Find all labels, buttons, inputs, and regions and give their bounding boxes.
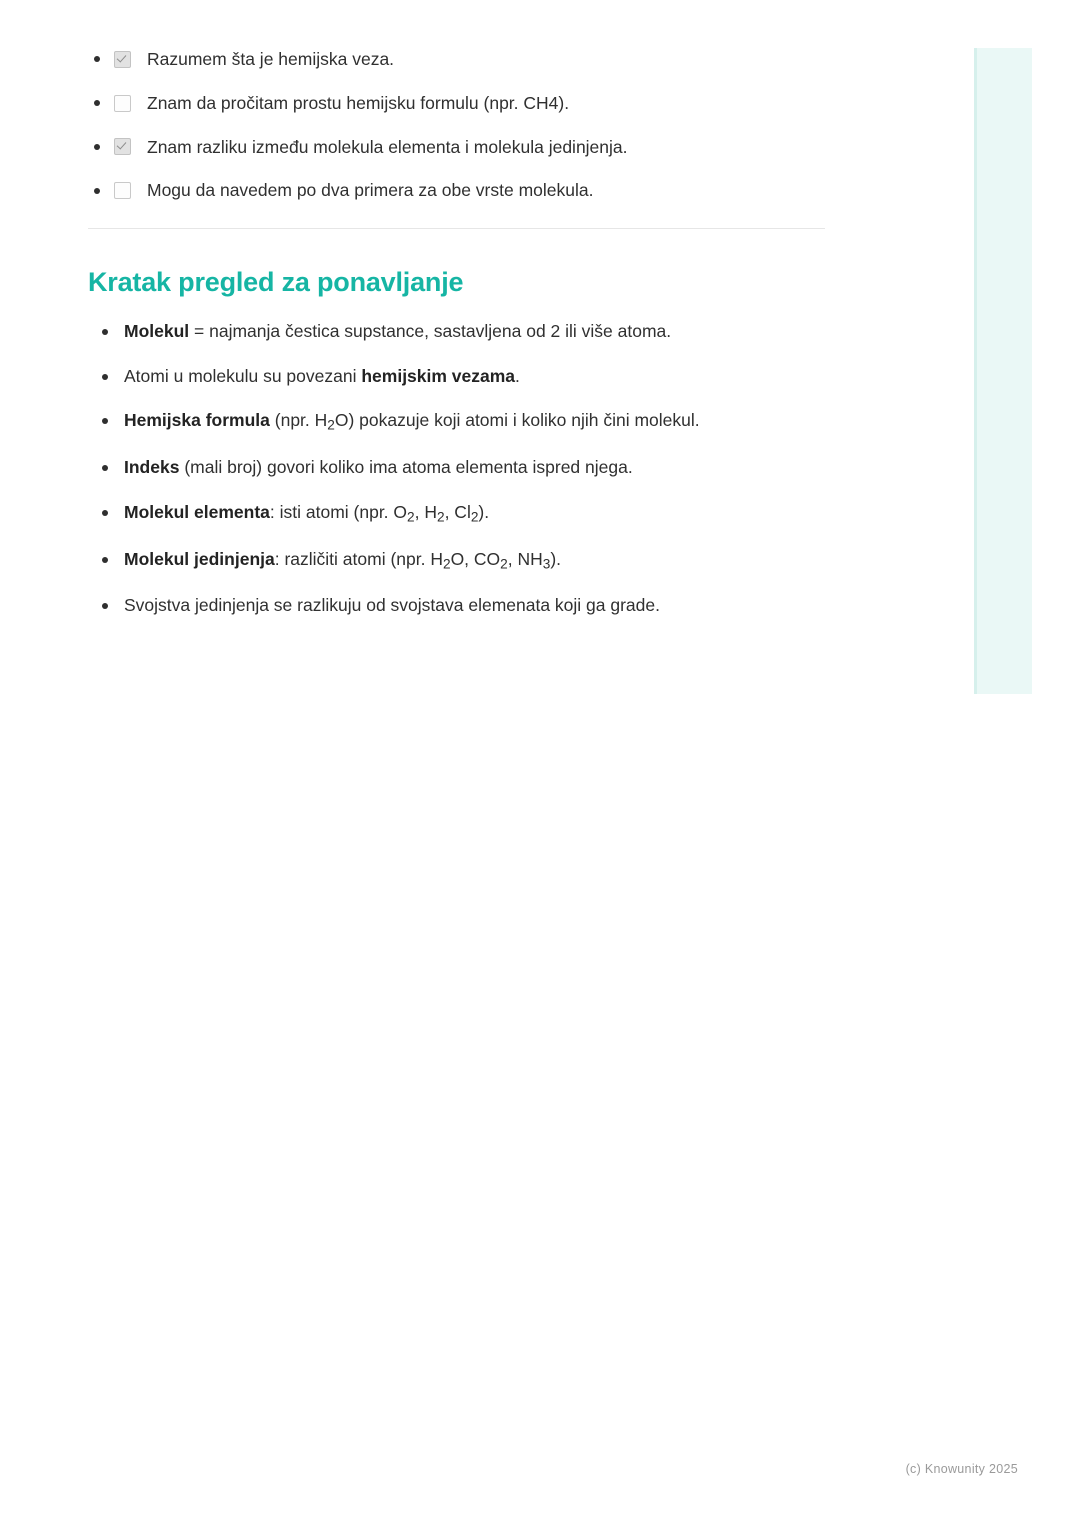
list-item[interactable]: [88, 179, 848, 202]
checklist-item-label: Znam da pročitam prostu hemijsku formulu (npr. CH4).: [147, 92, 570, 113]
summary-item-text: : isti atomi (npr. $O_2$, $H_2$, $Cl_2$).: [269, 501, 490, 525]
self-check-list: [88, 48, 848, 202]
summary-item-text: Svojstva jedinjenja se razlikuju od svojstava elemenata koji ga grade.: [124, 595, 660, 616]
bullet-icon: [102, 603, 108, 609]
list-item[interactable]: [88, 92, 848, 115]
summary-item-term: hemijskim vezama: [361, 365, 516, 386]
bullet-icon: [94, 56, 100, 62]
checkbox-icon[interactable]: [114, 51, 131, 68]
section-title: Kratak pregled za ponavljanje: [88, 267, 464, 297]
summary-item-text: : različiti atomi (npr. $H_2O$, $CO_2$, $NH_3$).: [274, 548, 562, 571]
bullet-icon: [94, 188, 100, 194]
page-accent-band: [974, 48, 1032, 694]
list-item: [88, 365, 848, 389]
summary-item-term: Molekul jedinjenja: [124, 548, 275, 569]
checklist-item-label: Razumem šta je hemijska veza.: [147, 49, 395, 69]
list-item: [88, 594, 848, 618]
summary-item-term: Hemijska formula: [124, 410, 270, 431]
accent-line: [974, 48, 977, 694]
bullet-icon: [102, 374, 108, 380]
bullet-icon: [102, 465, 108, 471]
list-item: [88, 409, 848, 435]
list-item: [88, 320, 848, 344]
bullet-icon: [102, 510, 108, 516]
list-item: [88, 548, 848, 574]
summary-item-text: Atomi u molekulu su povezani hemijskim vezama.: [124, 365, 520, 386]
summary-item-text: (npr. $H_2O$) pokazuje koji atomi i koliko njih čini molekul.: [269, 410, 700, 433]
document-body: [88, 48, 848, 639]
summary-list: [88, 320, 848, 618]
summary-item-term: Indeks: [124, 457, 180, 478]
checkbox-icon[interactable]: [114, 95, 131, 112]
list-item: [88, 501, 848, 527]
footer-copyright: (c) Knowunity 2025: [905, 1462, 1018, 1476]
bullet-icon: [102, 329, 108, 335]
list-item[interactable]: [88, 136, 848, 159]
checkbox-icon[interactable]: [114, 138, 131, 155]
summary-item-term: Molekul elementa: [124, 501, 270, 522]
checklist-item-label: Mogu da navedem po dva primera za obe vrste molekula.: [147, 180, 594, 201]
list-item[interactable]: [88, 48, 848, 71]
bullet-icon: [94, 100, 100, 106]
summary-item-text: = najmanja čestica supstance, sastavljena od 2 ili više atoma.: [189, 321, 672, 341]
divider: [88, 228, 825, 229]
bullet-icon: [102, 557, 108, 563]
checklist-item-label: Znam razliku između molekula elementa i molekula jedinjenja.: [147, 136, 628, 157]
checkbox-icon[interactable]: [114, 182, 131, 199]
bullet-icon: [102, 418, 108, 424]
list-item: [88, 456, 848, 480]
summary-item-term: Molekul: [124, 321, 190, 341]
summary-item-text: (mali broj) govori koliko ima atoma elementa ispred njega.: [179, 457, 633, 478]
bullet-icon: [94, 144, 100, 150]
